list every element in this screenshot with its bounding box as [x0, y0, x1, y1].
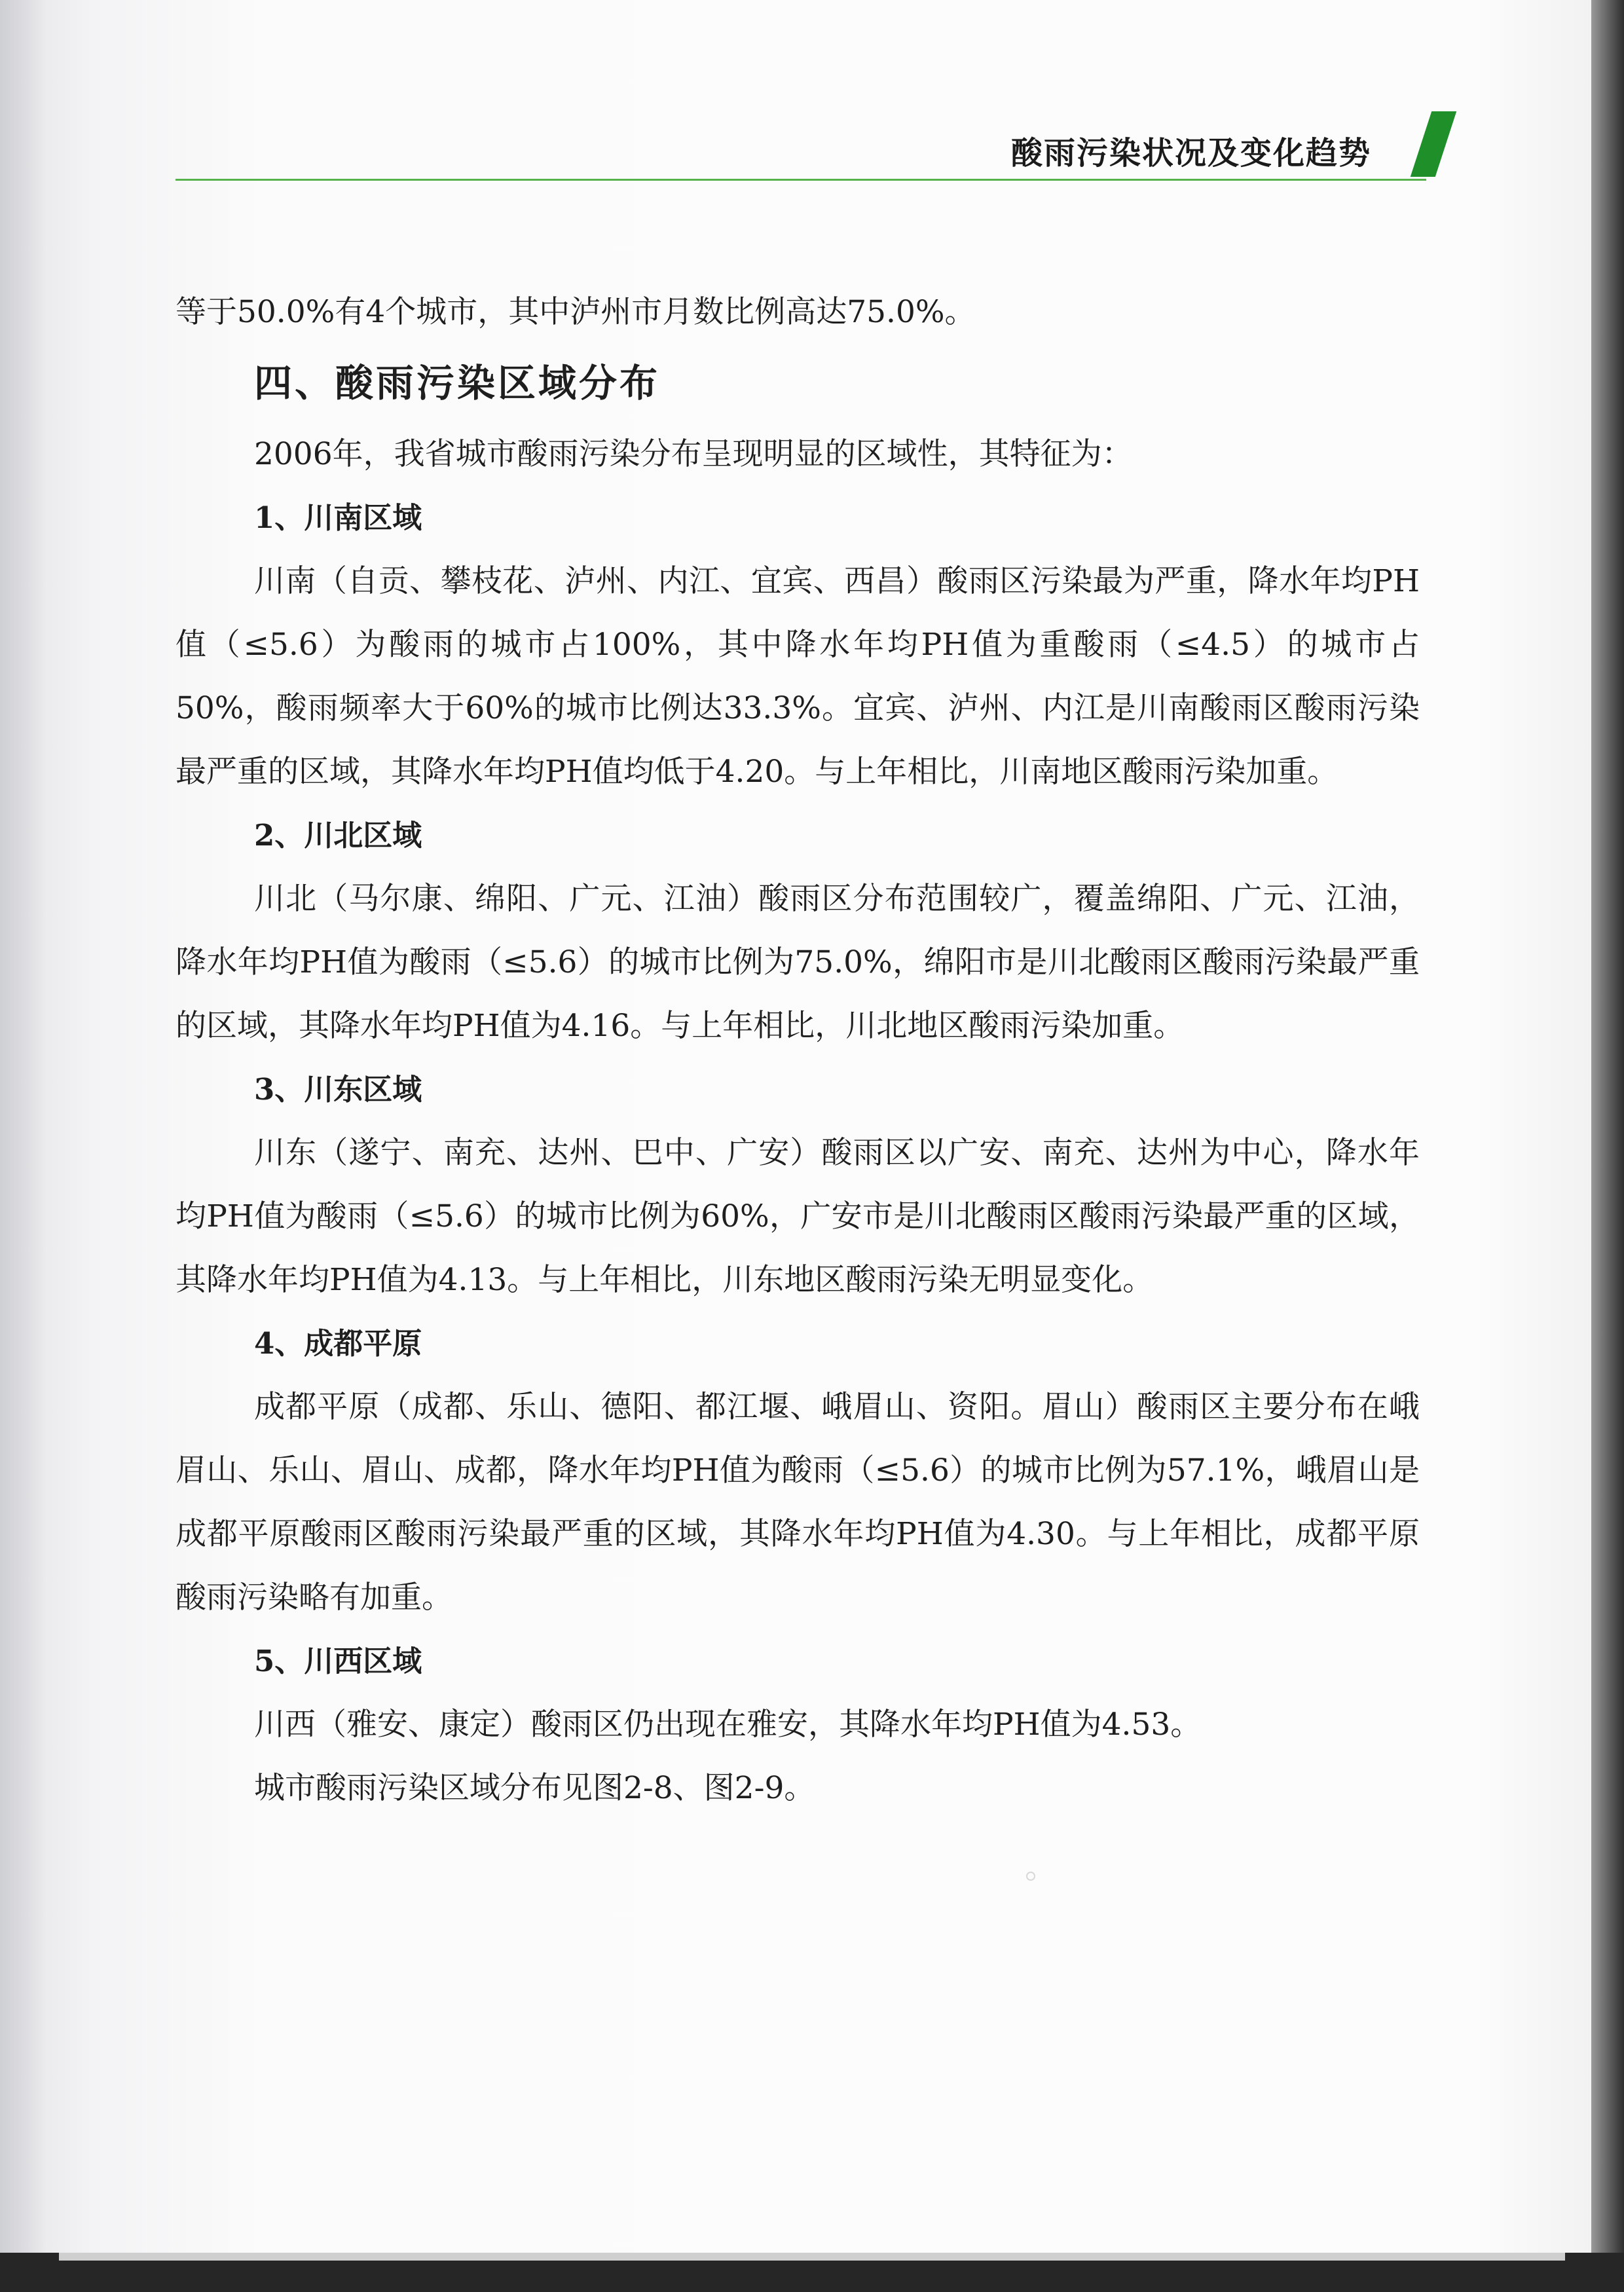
region-heading: 5、川西区域 — [254, 1644, 422, 1678]
region-heading: 3、川东区域 — [254, 1072, 422, 1107]
region-paragraph: 川东（遂宁、南充、达州、巴中、广安）酸雨区以广安、南充、达州为中心，降水年均PH值为酸雨（≤5.6）的城市比例为60%，广安市是川北酸雨区酸雨污染最严重的区域，其降水年均PH值为4.13。与上年相比，川东地区酸雨污染无明显变化。 — [175, 1135, 1420, 1298]
region-heading: 2、川北区域 — [254, 818, 422, 853]
region-heading: 1、川南区域 — [254, 500, 422, 535]
header-rule — [175, 179, 1426, 181]
header-accent-bar — [1411, 111, 1456, 177]
section-title: 四、酸雨污染区域分布 — [254, 361, 661, 405]
right-page-edge — [1591, 0, 1624, 2292]
region-paragraph: 成都平原（成都、乐山、德阳、都江堰、峨眉山、资阳。眉山）酸雨区主要分布在峨眉山、乐山、眉山、成都，降水年均PH值为酸雨（≤5.6）的城市比例为57.1%，峨眉山是成都平原酸雨区酸雨污染最严重的区域，其降水年均PH值为4.30。与上年相比，成都平原酸雨污染略有加重。 — [175, 1389, 1420, 1616]
region-paragraph: 川西（雅安、康定）酸雨区仍出现在雅安，其降水年均PH值为4.53。 — [254, 1707, 1202, 1743]
region-heading: 4、成都平原 — [254, 1326, 422, 1361]
paper-speck — [1026, 1872, 1035, 1881]
body-text — [175, 280, 1420, 1820]
running-header-title: 酸雨污染状况及变化趋势 — [1010, 135, 1371, 172]
page-bottom-strip — [59, 2253, 1565, 2261]
intro-paragraph: 2006年，我省城市酸雨污染分布呈现明显的区域性，其特征为： — [254, 436, 1133, 472]
closing-paragraph: 城市酸雨污染区域分布见图2-8、图2-9。 — [254, 1770, 815, 1806]
region-paragraph: 川北（马尔康、绵阳、广元、江油）酸雨区分布范围较广，覆盖绵阳、广元、江油，降水年均PH值为酸雨（≤5.6）的城市比例为75.0%，绵阳市是川北酸雨区酸雨污染最严重的区域，其降水年均PH值为4.16。与上年相比，川北地区酸雨污染加重。 — [175, 881, 1420, 1044]
binding-shadow — [0, 0, 46, 2292]
region-paragraph: 川南（自贡、攀枝花、泸州、内江、宜宾、西昌）酸雨区污染最为严重，降水年均PH值（≤5.6）为酸雨的城市占100%，其中降水年均PH值为重酸雨（≤4.5）的城市占50%，酸雨频率大于60%的城市比例达33.3%。宜宾、泸州、内江是川南酸雨区酸雨污染最严重的区域，其降水年均PH值均低于4.20。与上年相比，川南地区酸雨污染加重。 — [175, 563, 1420, 790]
scanner-bottom-edge — [0, 2253, 1624, 2292]
continuation-paragraph: 等于50.0%有4个城市，其中泸州市月数比例高达75.0%。 — [175, 294, 976, 330]
